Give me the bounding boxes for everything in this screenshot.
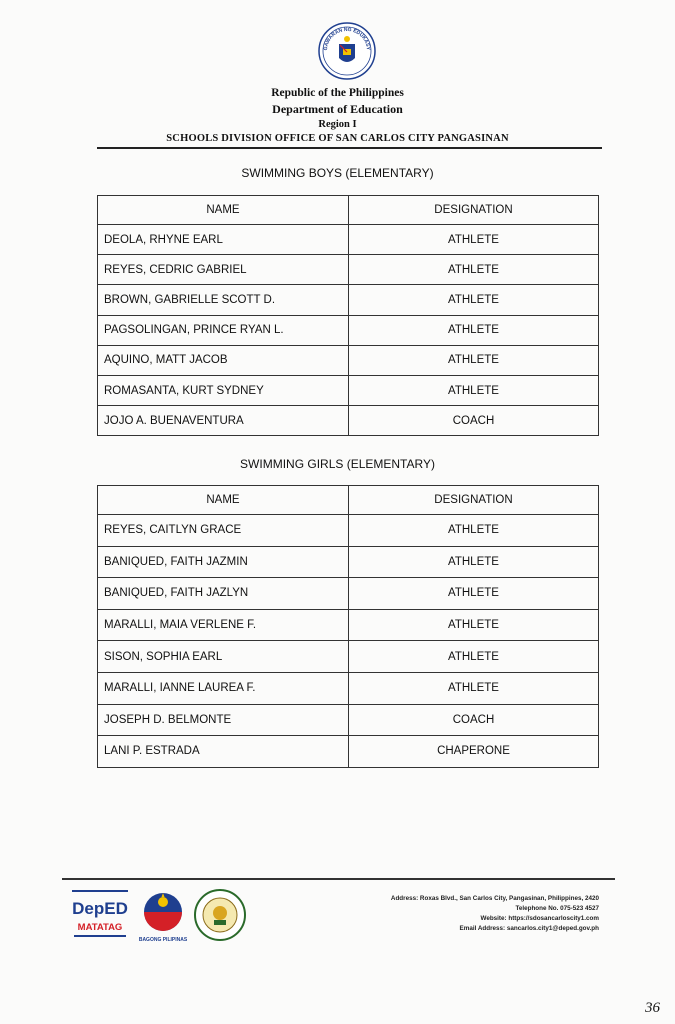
athlete-name-cell: DEOLA, RHYNE EARL bbox=[98, 225, 349, 255]
bagong-pilipinas-text: BAGONG PILIPINAS bbox=[138, 937, 188, 943]
girls-section-title: SWIMMING GIRLS (ELEMENTARY) bbox=[240, 457, 435, 471]
designation-cell: ATHLETE bbox=[349, 609, 599, 641]
footer-email: Email Address: sancarlos.city1@deped.gov.ph bbox=[459, 925, 599, 932]
deped-wordmark: DepED bbox=[72, 899, 128, 918]
designation-column-header: DESIGNATION bbox=[349, 486, 599, 515]
athlete-name-cell: PAGSOLINGAN, PRINCE RYAN L. bbox=[98, 315, 349, 345]
table-row bbox=[98, 406, 599, 436]
designation-cell: ATHLETE bbox=[349, 255, 599, 285]
deped-seal-logo bbox=[318, 22, 376, 80]
designation-cell: ATHLETE bbox=[349, 225, 599, 255]
designation-cell: ATHLETE bbox=[349, 578, 599, 610]
designation-cell: ATHLETE bbox=[349, 285, 599, 315]
table-row bbox=[98, 375, 599, 405]
bagong-pilipinas-logo bbox=[138, 890, 188, 944]
coach-name-cell: JOSEPH D. BELMONTE bbox=[98, 704, 349, 736]
designation-cell: ATHLETE bbox=[349, 515, 599, 547]
coach-name-cell: JOJO A. BUENAVENTURA bbox=[98, 406, 349, 436]
chaperone-name-cell: LANI P. ESTRADA bbox=[98, 736, 349, 768]
athlete-name-cell: MARALLI, MAIA VERLENE F. bbox=[98, 609, 349, 641]
table-row bbox=[98, 255, 599, 285]
athlete-name-cell: BROWN, GABRIELLE SCOTT D. bbox=[98, 285, 349, 315]
table-row bbox=[98, 641, 599, 673]
table-row bbox=[98, 515, 599, 547]
boys-section-title: SWIMMING BOYS (ELEMENTARY) bbox=[241, 166, 434, 180]
designation-cell: ATHLETE bbox=[349, 546, 599, 578]
seal-text: GAWARAN NG EDUKASY bbox=[322, 26, 372, 51]
name-column-header: NAME bbox=[98, 486, 349, 515]
girls-roster-table bbox=[97, 485, 599, 768]
athlete-name-cell: AQUINO, MATT JACOB bbox=[98, 345, 349, 375]
footer-divider bbox=[62, 878, 615, 880]
boys-roster-table bbox=[97, 195, 599, 436]
page-number: 36 bbox=[645, 1000, 660, 1016]
table-row bbox=[98, 345, 599, 375]
deped-matatag-logo bbox=[72, 890, 128, 942]
header-division-office: SCHOOLS DIVISION OFFICE OF SAN CARLOS CITY PANGASINAN bbox=[166, 133, 509, 144]
header-department: Department of Education bbox=[272, 102, 403, 116]
designation-cell: COACH bbox=[349, 704, 599, 736]
designation-cell: CHAPERONE bbox=[349, 736, 599, 768]
table-row bbox=[98, 225, 599, 255]
athlete-name-cell: ROMASANTA, KURT SYDNEY bbox=[98, 375, 349, 405]
footer-website: Website: https://sdosancarloscity1.com bbox=[480, 915, 599, 922]
table-row bbox=[98, 315, 599, 345]
designation-cell: ATHLETE bbox=[349, 672, 599, 704]
table-row bbox=[98, 578, 599, 610]
designation-cell: COACH bbox=[349, 406, 599, 436]
matatag-wordmark: MATATAG bbox=[77, 922, 123, 933]
athlete-name-cell: REYES, CAITLYN GRACE bbox=[98, 515, 349, 547]
athlete-name-cell: MARALLI, IANNE LAUREA F. bbox=[98, 672, 349, 704]
table-row bbox=[98, 546, 599, 578]
designation-cell: ATHLETE bbox=[349, 315, 599, 345]
table-row bbox=[98, 609, 599, 641]
table-row bbox=[98, 736, 599, 768]
table-header-row bbox=[98, 486, 599, 515]
table-row bbox=[98, 704, 599, 736]
header-republic: Republic of the Philippines bbox=[271, 87, 404, 99]
name-column-header: NAME bbox=[98, 196, 349, 225]
header-region: Region I bbox=[318, 119, 357, 130]
table-header-row bbox=[98, 196, 599, 225]
table-row bbox=[98, 285, 599, 315]
designation-cell: ATHLETE bbox=[349, 641, 599, 673]
table-row bbox=[98, 672, 599, 704]
header-divider bbox=[97, 147, 602, 149]
designation-cell: ATHLETE bbox=[349, 375, 599, 405]
athlete-name-cell: BANIQUED, FAITH JAZLYN bbox=[98, 578, 349, 610]
athlete-name-cell: REYES, CEDRIC GABRIEL bbox=[98, 255, 349, 285]
designation-cell: ATHLETE bbox=[349, 345, 599, 375]
designation-column-header: DESIGNATION bbox=[349, 196, 599, 225]
footer-telephone: Telephone No. 075-523 4527 bbox=[515, 905, 599, 912]
footer-address: Address: Roxas Blvd., San Carlos City, Pangasinan, Philippines, 2420 bbox=[390, 895, 599, 902]
division-seal-logo bbox=[194, 889, 246, 941]
athlete-name-cell: SISON, SOPHIA EARL bbox=[98, 641, 349, 673]
athlete-name-cell: BANIQUED, FAITH JAZMIN bbox=[98, 546, 349, 578]
